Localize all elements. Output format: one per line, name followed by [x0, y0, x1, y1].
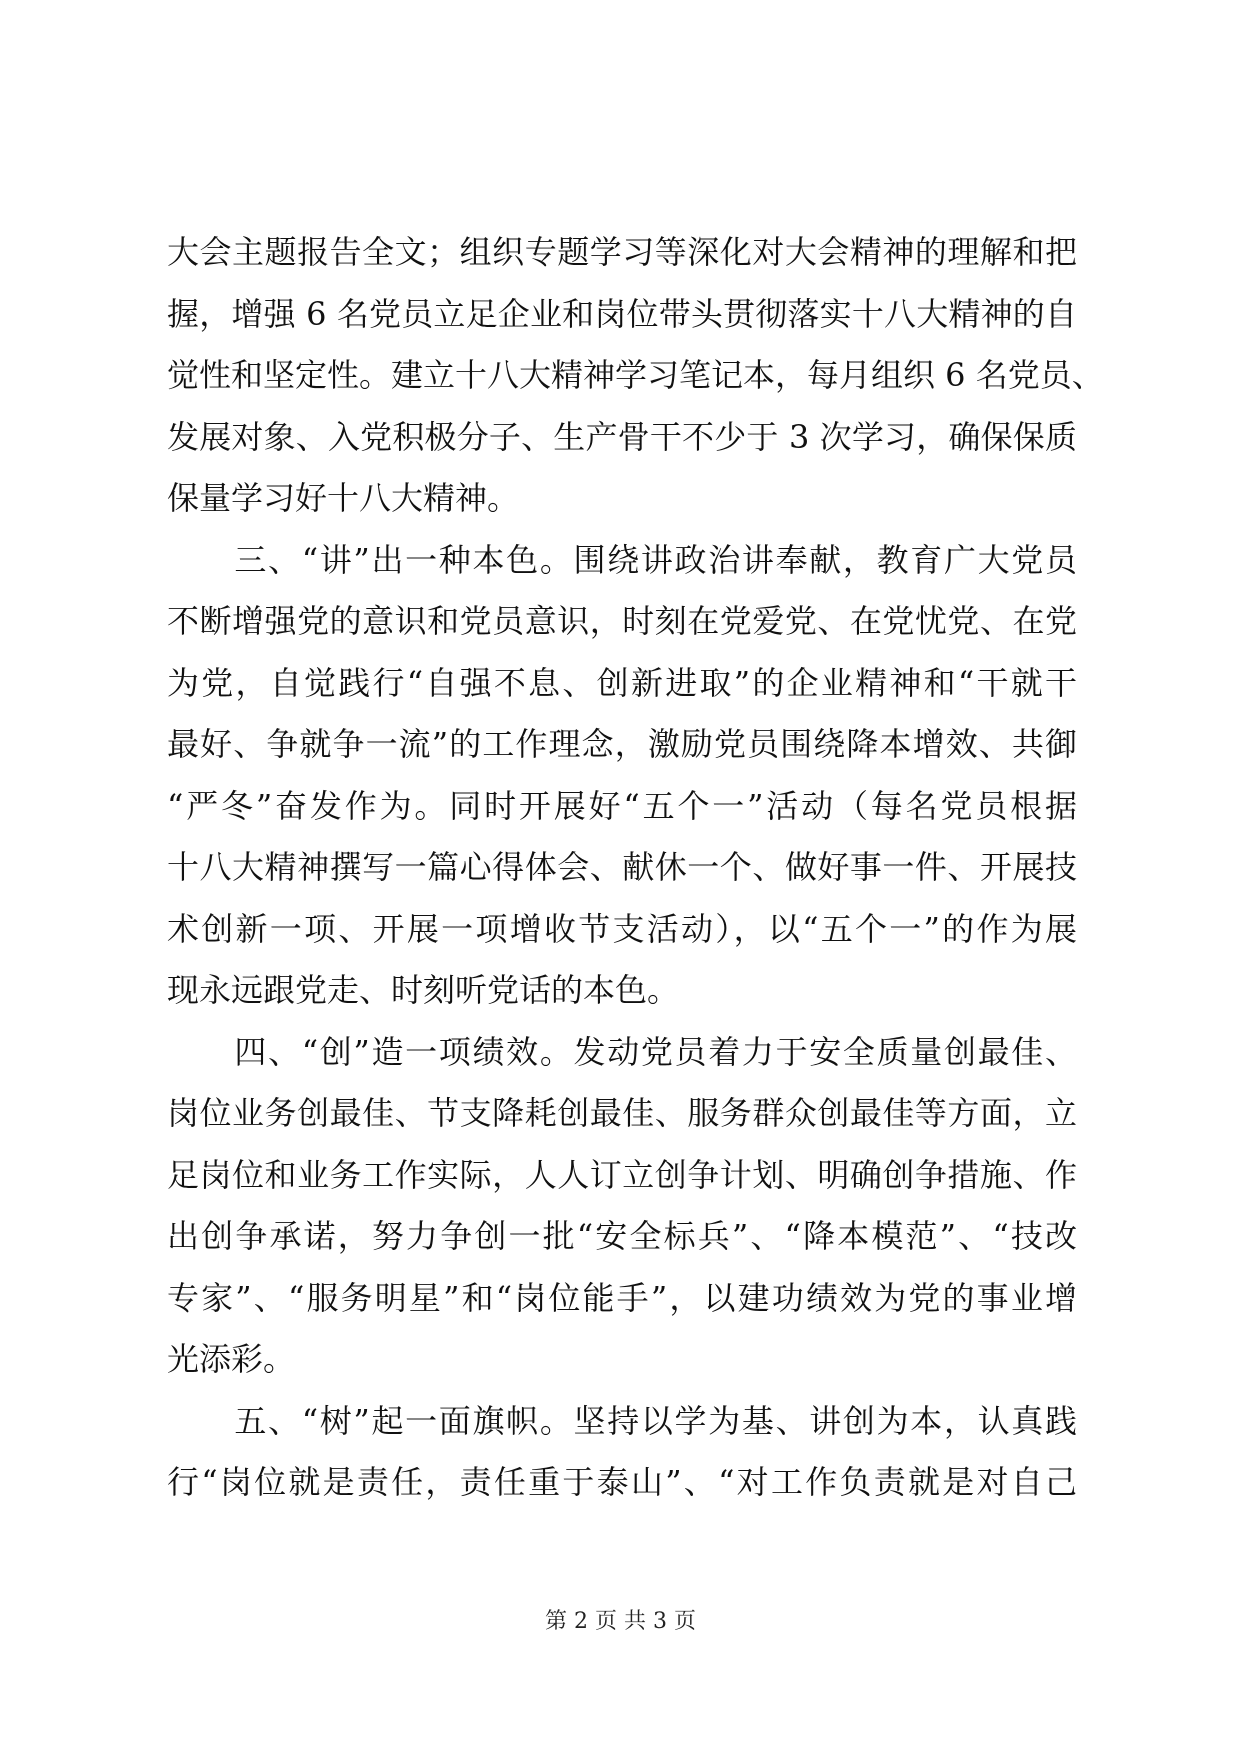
- text-line: 足岗位和业务工作实际，人人订立创争计划、明确创争措施、作: [167, 1155, 1077, 1194]
- text-line: “严冬”奋发作为。同时开展好“五个一”活动（每名党员根据: [167, 786, 1077, 825]
- text-line: 不断增强党的意识和党员意识，时刻在党爱党、在党忧党、在党: [167, 602, 1077, 640]
- text-line: 大会主题报告全文；组织专题学习等深化对大会精神的理解和把: [167, 233, 1077, 271]
- page-footer: 第 2 页 共 3 页: [545, 1609, 696, 1634]
- document-body: [167, 222, 1104, 1514]
- text-line: 专家”、“服务明星”和“岗位能手”，以建功绩效为党的事业增: [167, 1278, 1077, 1317]
- text-line: 四、“创”造一项绩效。发动党员着力于安全质量创最佳、: [167, 1032, 1077, 1071]
- text-line: 握，增强 6 名党员立足企业和岗位带头贯彻落实十八大精神的自: [167, 294, 1077, 333]
- text-line: 发展对象、入党积极分子、生产骨干不少于 3 次学习，确保保质: [167, 417, 1077, 456]
- text-line: 出创争承诺，努力争创一批“安全标兵”、“降本模范”、“技改: [167, 1217, 1077, 1255]
- text-line: 行“岗位就是责任，责任重于泰山”、“对工作负责就是对自己: [167, 1463, 1077, 1501]
- text-line: 现永远跟党走、时刻听党话的本色。: [167, 971, 680, 1009]
- text-line: 保量学习好十八大精神。: [167, 479, 520, 517]
- text-line: 岗位业务创最佳、节支降耗创最佳、服务群众创最佳等方面，立: [167, 1094, 1077, 1132]
- text-line: 三、“讲”出一种本色。围绕讲政治讲奉献，教育广大党员: [167, 540, 1077, 579]
- text-line: 为党，自觉践行“自强不息、创新进取”的企业精神和“干就干: [167, 663, 1077, 702]
- text-line: 术创新一项、开展一项增收节支活动），以“五个一”的作为展: [167, 909, 1077, 948]
- text-line: 五、“树”起一面旗帜。坚持以学为基、讲创为本，认真践: [167, 1401, 1077, 1440]
- text-line: 十八大精神撰写一篇心得体会、献休一个、做好事一件、开展技: [167, 848, 1077, 886]
- text-line: 光添彩。: [167, 1340, 296, 1378]
- text-line: 最好、争就争一流”的工作理念，激励党员围绕降本增效、共御: [167, 725, 1077, 763]
- text-line: 觉性和坚定性。建立十八大精神学习笔记本，每月组织 6 名党员、: [167, 356, 1104, 394]
